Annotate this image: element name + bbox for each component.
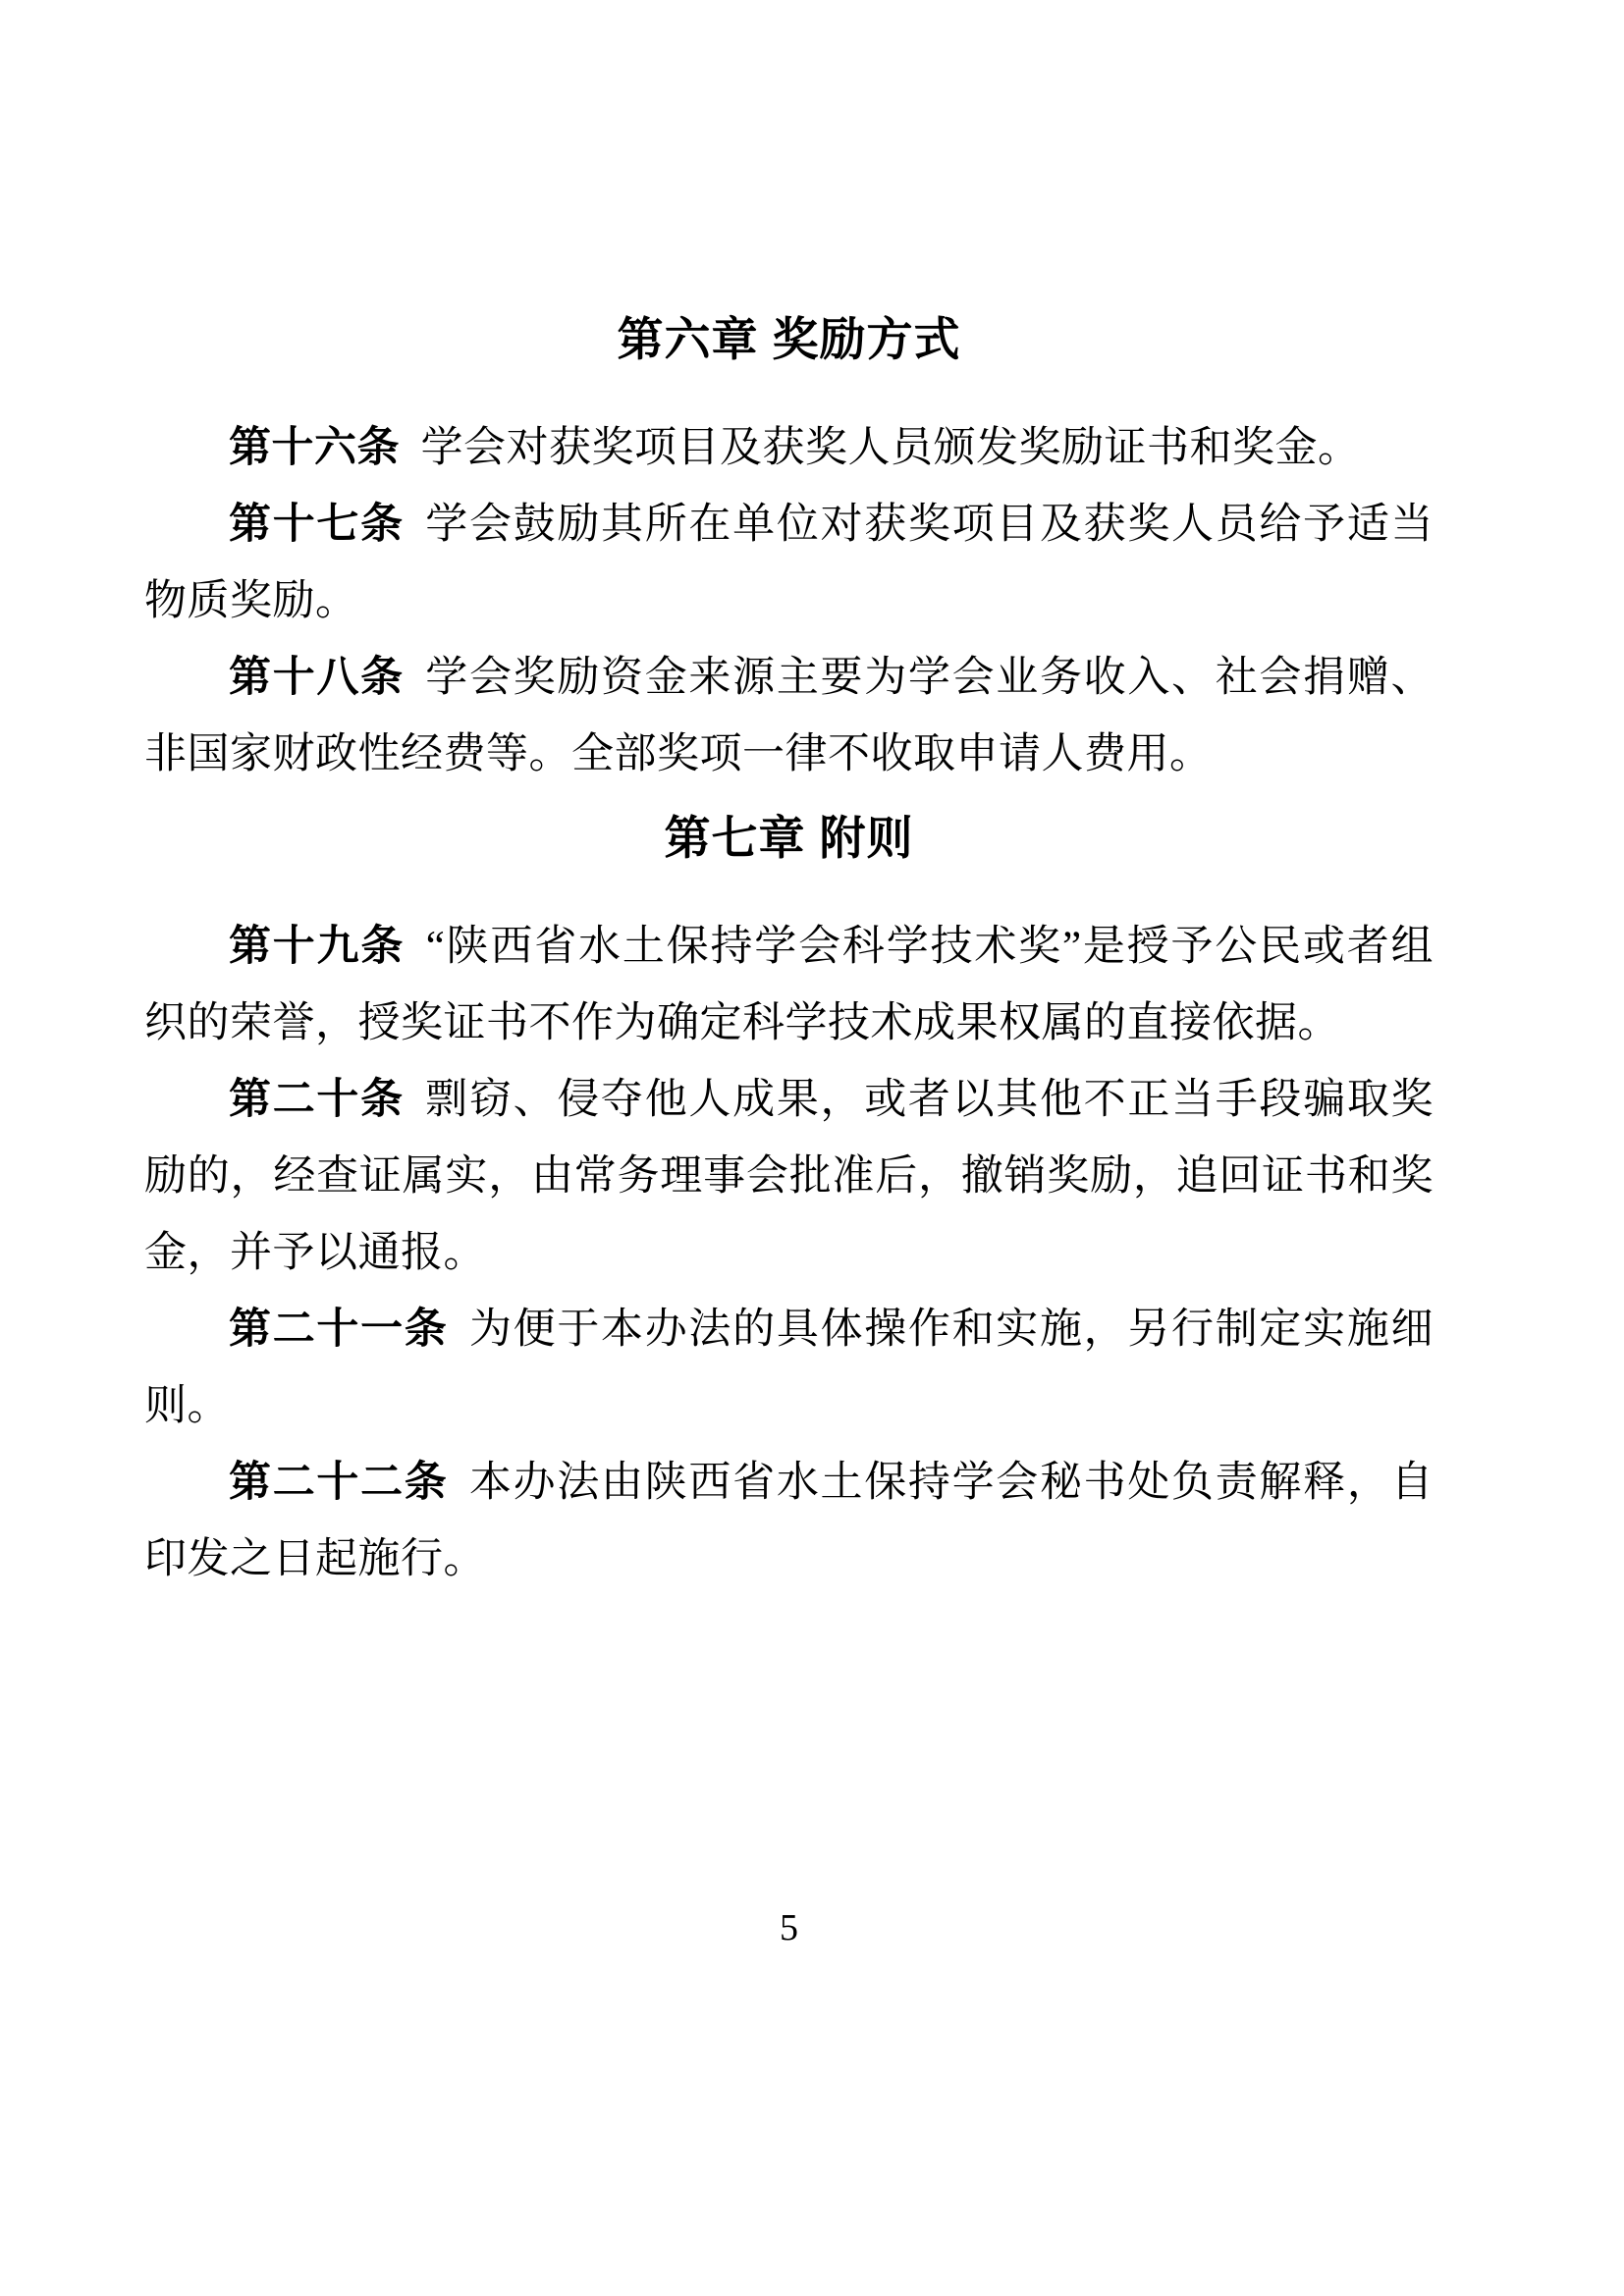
article-19-number: 第十九条 [229, 924, 406, 970]
article-20-text: 剽窃、侵夺他人成果，或者以其他不正当手段骗取奖励的，经查证属实，由常务理事会批准后，撤销奖励，追回证书和奖金，并予以通报。 [144, 1077, 1435, 1276]
article-19-paragraph [144, 909, 1434, 1062]
article-21-number: 第二十一条 [229, 1307, 449, 1353]
article-19-text: “陕西省水土保持学会科学技术奖”是授予公民或者组织的荣誉，授奖证书不作为确定科学技术成果权属的直接依据。 [144, 924, 1434, 1046]
article-16-paragraph [144, 410, 1434, 487]
article-18-text: 学会奖励资金来源主要为学会业务收入、社会捐赠、非国家财政性经费等。全部奖项一律不收取申请人费用。 [144, 655, 1435, 777]
article-21-paragraph [144, 1292, 1434, 1445]
chapter-6-heading: 第六章 奖励方式 [617, 313, 961, 365]
article-22-paragraph [144, 1445, 1434, 1598]
article-21-text: 为便于本办法的具体操作和实施，另行制定实施细则。 [144, 1307, 1435, 1429]
article-17-number: 第十七条 [229, 502, 405, 548]
article-17-paragraph [144, 487, 1434, 640]
article-16-number: 第十六条 [229, 425, 400, 471]
article-22-number: 第二十二条 [229, 1460, 449, 1506]
chapter-7-heading: 第七章 附则 [664, 812, 914, 864]
page-number: 5 [780, 1907, 798, 1949]
article-20-number: 第二十条 [229, 1077, 405, 1123]
article-17-text: 学会鼓励其所在单位对获奖项目及获奖人员给予适当物质奖励。 [144, 502, 1435, 624]
article-18-paragraph [144, 640, 1434, 793]
article-18-number: 第十八条 [229, 655, 405, 701]
article-16-text: 学会对获奖项目及获奖人员颁发奖励证书和奖金。 [420, 425, 1361, 471]
article-20-paragraph [144, 1062, 1434, 1292]
article-22-text: 本办法由陕西省水土保持学会秘书处负责解释，自印发之日起施行。 [144, 1460, 1435, 1582]
